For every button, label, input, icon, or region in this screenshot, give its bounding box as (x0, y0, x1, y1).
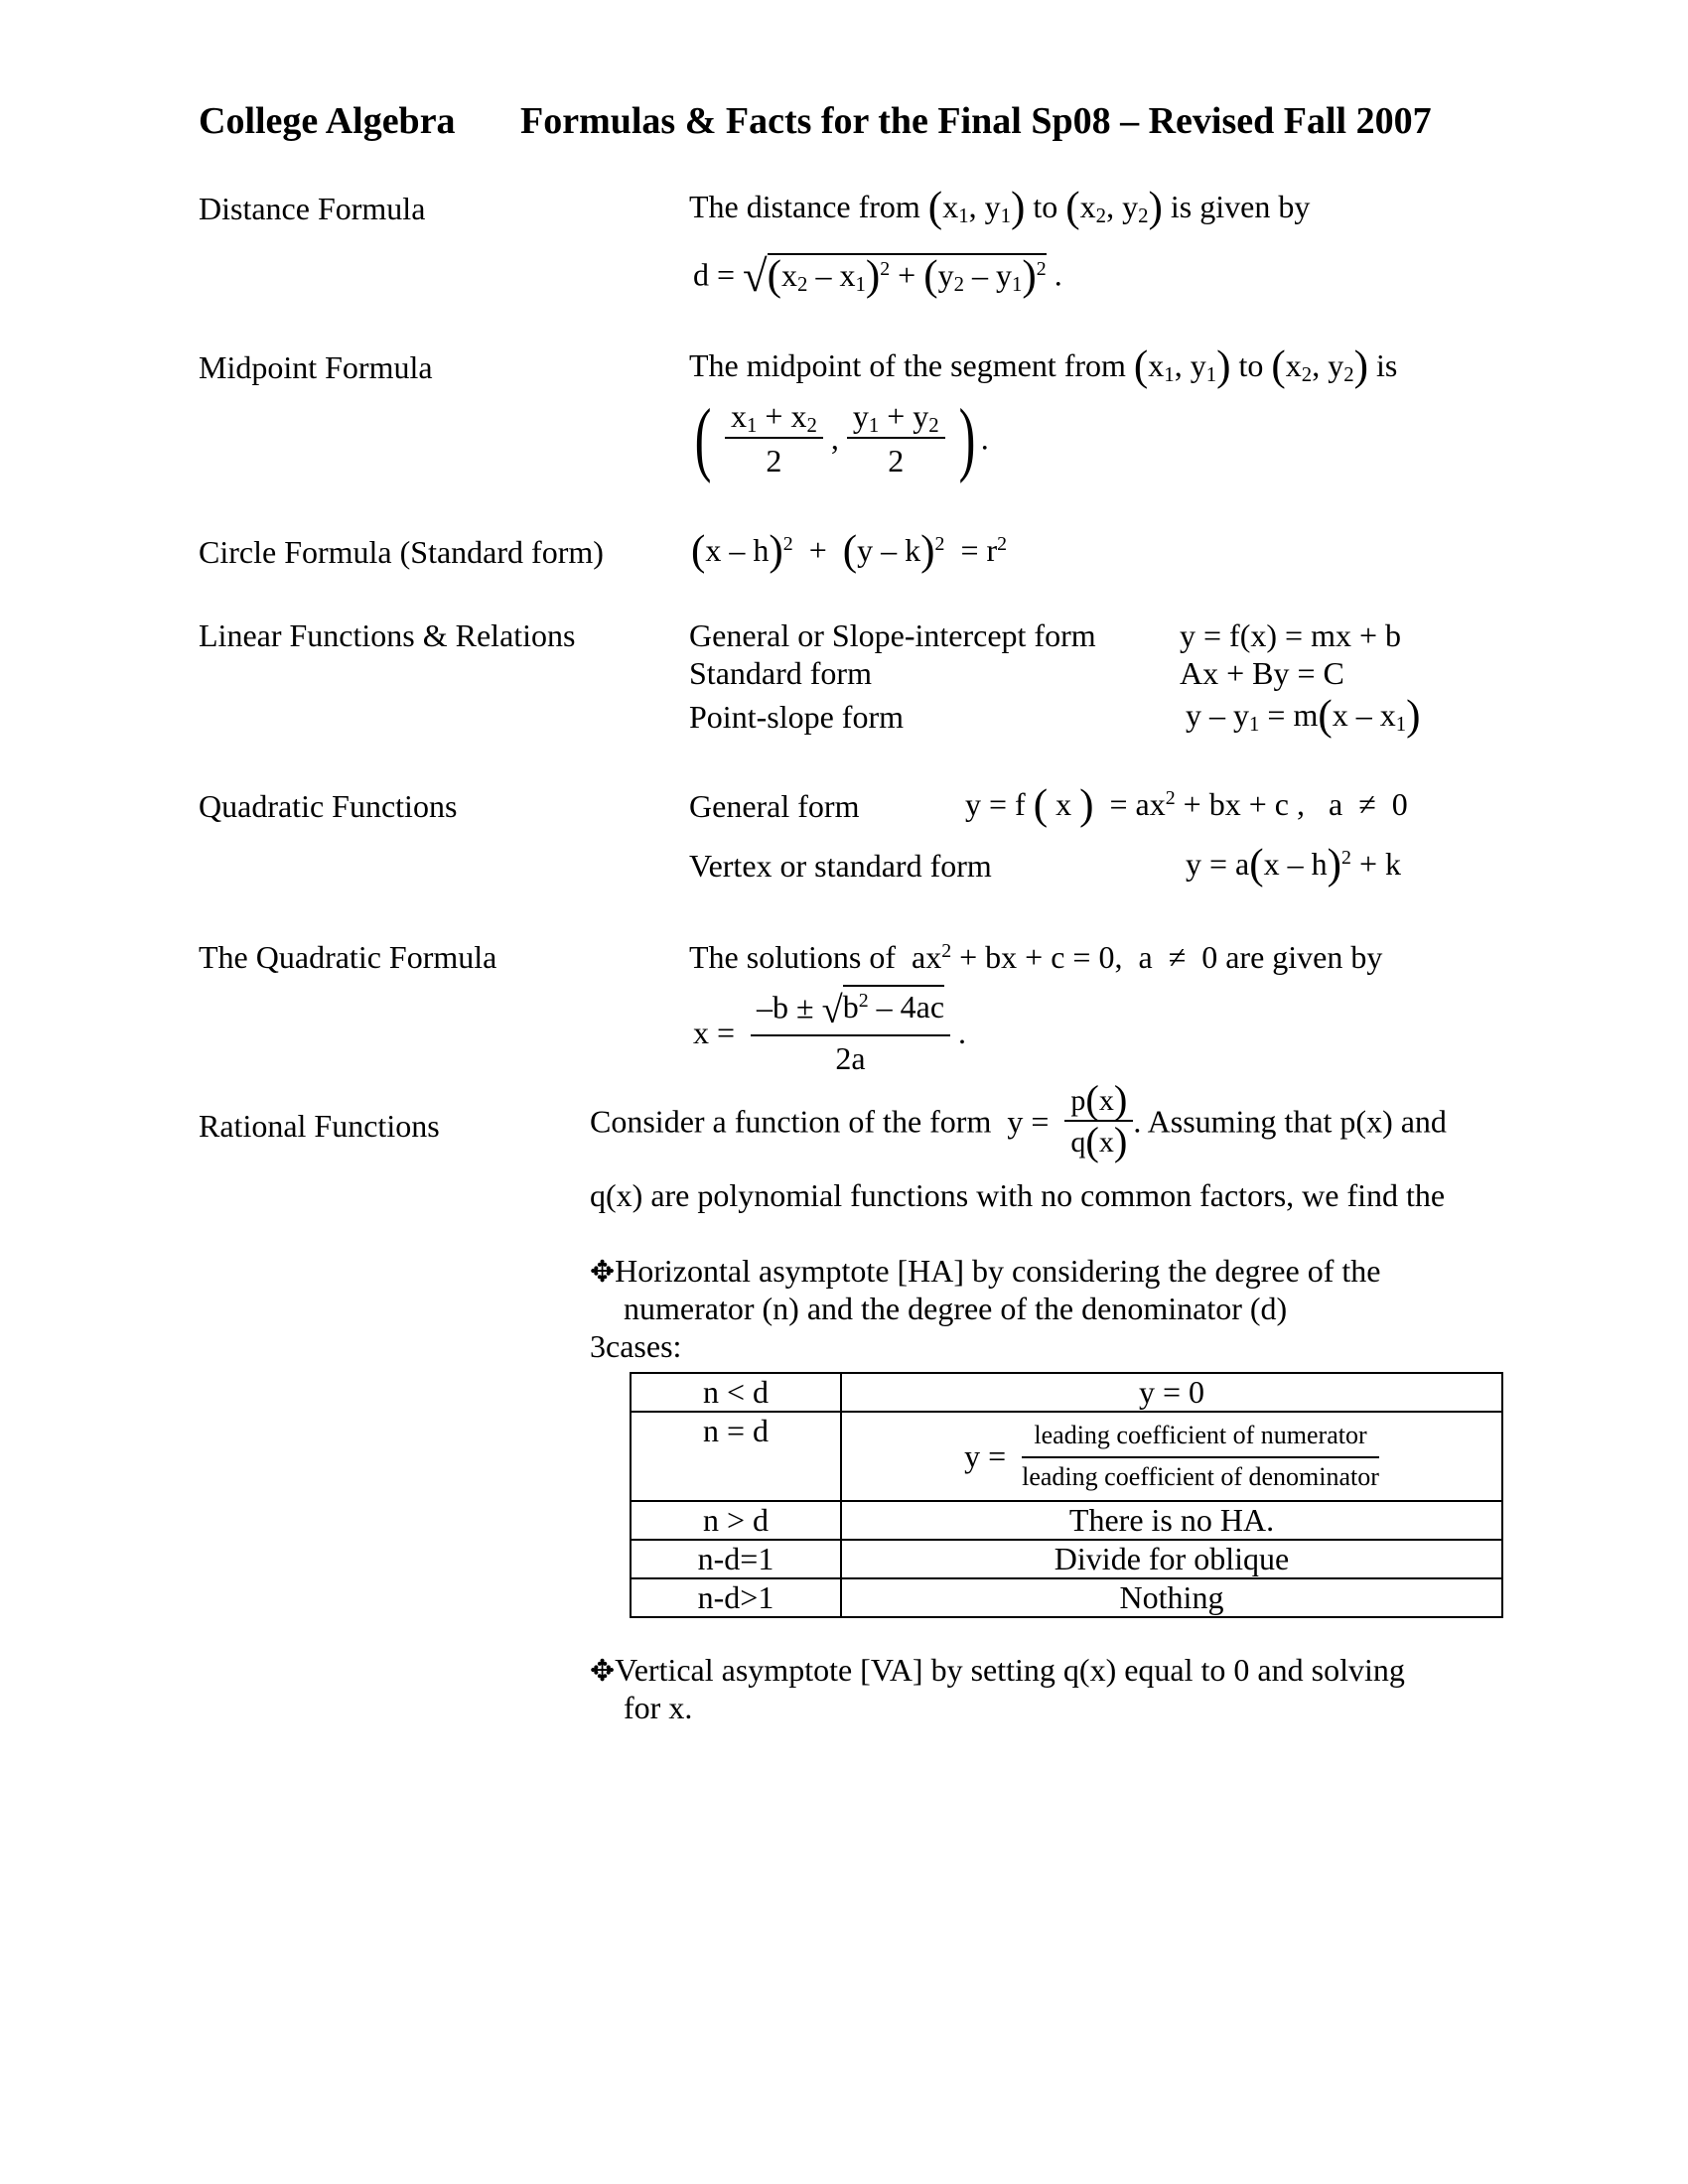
ha-case-cell: n = d (631, 1412, 841, 1501)
ha-result-cell: y = $\frac{\text{leading coefficient of numerator}}{\text{leading coefficient of denominator}}$ (841, 1412, 1502, 1501)
distance-formula-text: The distance from ($x_1$, $y_1$) to ($x_2$, $y_2$) is given by (689, 184, 1311, 231)
ha-cases-table (630, 1372, 1503, 1618)
ha-result-cell: Nothing (841, 1578, 1502, 1617)
ha-case-cell: n > d (631, 1501, 841, 1540)
table-row (631, 1540, 1502, 1578)
linear-form-point-slope-eq: $y - y_1 = m(x - x_1)$ (1186, 692, 1421, 740)
linear-form-general-eq: y = f(x) = mx + b (1180, 617, 1401, 653)
quadratic-functions-label: Quadratic Functions (199, 788, 458, 824)
rational-intro-line2: q(x) are polynomial functions with no common factors, we find the (590, 1177, 1446, 1213)
va-bullet-line1: ✥Vertical asymptote [VA] by setting q(x) equal to 0 and solving (590, 1652, 1405, 1688)
page-title: Formulas & Facts for the Final Sp08 – Revised Fall 2007 (520, 100, 1432, 142)
quadratic-formula-label: The Quadratic Formula (199, 939, 497, 975)
cross-bullet-icon: ✥ (590, 1655, 616, 1688)
ha-case-cell: n-d=1 (631, 1540, 841, 1578)
linear-form-general-name: General or Slope-intercept form (689, 617, 1096, 653)
ha-case-cell: n < d (631, 1373, 841, 1412)
ha-result-cell: There is no HA. (841, 1501, 1502, 1540)
circle-formula-equation: $(x - h)^2 + (y - k)^2 = r^2$ (691, 527, 1008, 575)
quadratic-formula-equation: x = $\frac{-b \pm √b^2 - 4ac}{2a}$ . (693, 989, 966, 1077)
quadratic-vertex-eq: y = a(x – h)$^2$ + k (1186, 841, 1401, 888)
table-row (631, 1412, 1502, 1501)
ha-result-cell: Divide for oblique (841, 1540, 1502, 1578)
ha-bullet-line2: numerator (n) and the degree of the denominator (d) (624, 1291, 1288, 1326)
ha-result-cell: y = 0 (841, 1373, 1502, 1412)
distance-formula-equation: $d = √(x_2 - x_1)^2 + (y_2 - y_1)^2$ . (693, 251, 1062, 301)
cases-label: 3cases: (590, 1328, 682, 1364)
rational-intro-line1: Consider a function of the form y = $\frac{p(x)}{q(x)}$ . Assuming that p(x) and (590, 1077, 1447, 1164)
midpoint-formula-equation: ( $\frac{x_1 + x_2}{2}$ , $\frac{y_1 + y_2}{2}$ ) . (694, 392, 989, 484)
linear-form-point-slope-name: Point-slope form (689, 699, 904, 735)
quadratic-vertex-name: Vertex or standard form (689, 848, 992, 884)
cross-bullet-icon: ✥ (590, 1256, 616, 1289)
ha-case-cell: n-d>1 (631, 1578, 841, 1617)
circle-formula-label: Circle Formula (Standard form) (199, 534, 604, 570)
midpoint-formula-text: The midpoint of the segment from ($x_1$, $y_1$) to ($x_2$, $y_2$) is (689, 342, 1398, 390)
quadratic-general-name: General form (689, 788, 860, 824)
midpoint-formula-label: Midpoint Formula (199, 349, 433, 385)
linear-functions-label: Linear Functions & Relations (199, 617, 576, 653)
table-row (631, 1373, 1502, 1412)
linear-form-standard-name: Standard form (689, 655, 872, 691)
linear-form-standard-eq: Ax + By = C (1180, 655, 1344, 691)
distance-formula-label: Distance Formula (199, 191, 426, 226)
ha-bullet-line1: ✥Horizontal asymptote [HA] by considering the degree of the (590, 1253, 1381, 1289)
rational-functions-label: Rational Functions (199, 1108, 440, 1144)
table-row (631, 1501, 1502, 1540)
course-title: College Algebra (199, 100, 456, 142)
quadratic-formula-text: The solutions of $ax^2$ + bx + c = 0, a ≠ 0 are given by (689, 939, 1383, 975)
quadratic-general-eq: y = f ( x ) = $ax^2$ + bx + c , a ≠ 0 (965, 781, 1408, 829)
va-bullet-line2: for x. (624, 1690, 693, 1725)
table-row (631, 1578, 1502, 1617)
